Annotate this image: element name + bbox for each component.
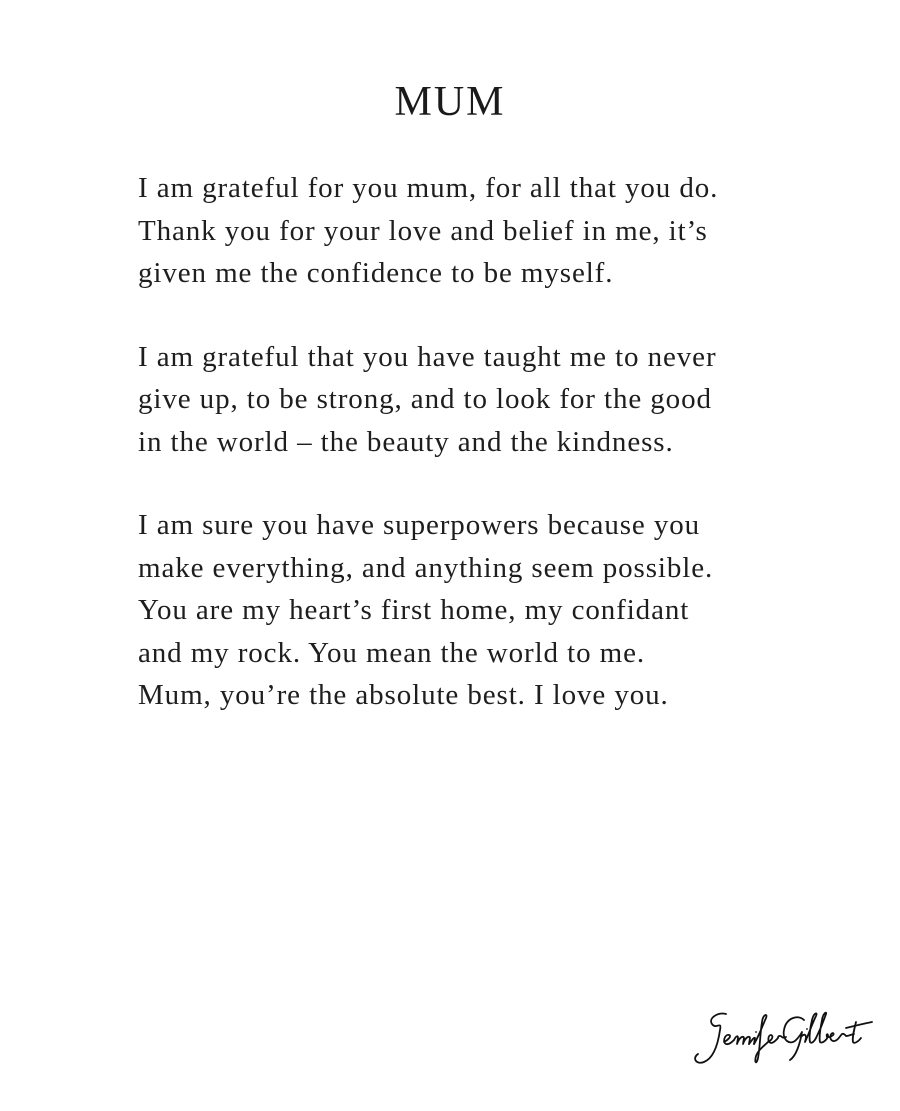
stanza-1 [138, 167, 838, 295]
poem-line: give up, to be strong, and to look for the good [138, 383, 712, 415]
stanza-2 [138, 336, 838, 464]
poem-line: in the world – the beauty and the kindness. [138, 425, 674, 458]
poem-line: make everything, and anything seem possible. [138, 551, 714, 584]
poem-body [138, 167, 838, 758]
signature-icon [686, 1000, 882, 1072]
poem-line: Thank you for your love and belief in me, it’s [138, 214, 708, 247]
handwritten-signature [686, 1000, 882, 1072]
poem-line: I am grateful that you have taught me to never [138, 340, 717, 373]
poem-line: Mum, you’re the absolute best. I love you. [138, 679, 669, 711]
poem-line: You are my heart’s first home, my confidant [138, 594, 690, 626]
poem-line: I am grateful for you mum, for all that you do. [138, 172, 719, 204]
poem-line: and my rock. You mean the world to me. [138, 636, 645, 669]
poem-line: given me the confidence to be myself. [138, 257, 614, 289]
stanza-3 [138, 504, 838, 717]
poem-title: MUM [394, 79, 506, 125]
poem-line: I am sure you have superpowers because you [138, 509, 701, 541]
